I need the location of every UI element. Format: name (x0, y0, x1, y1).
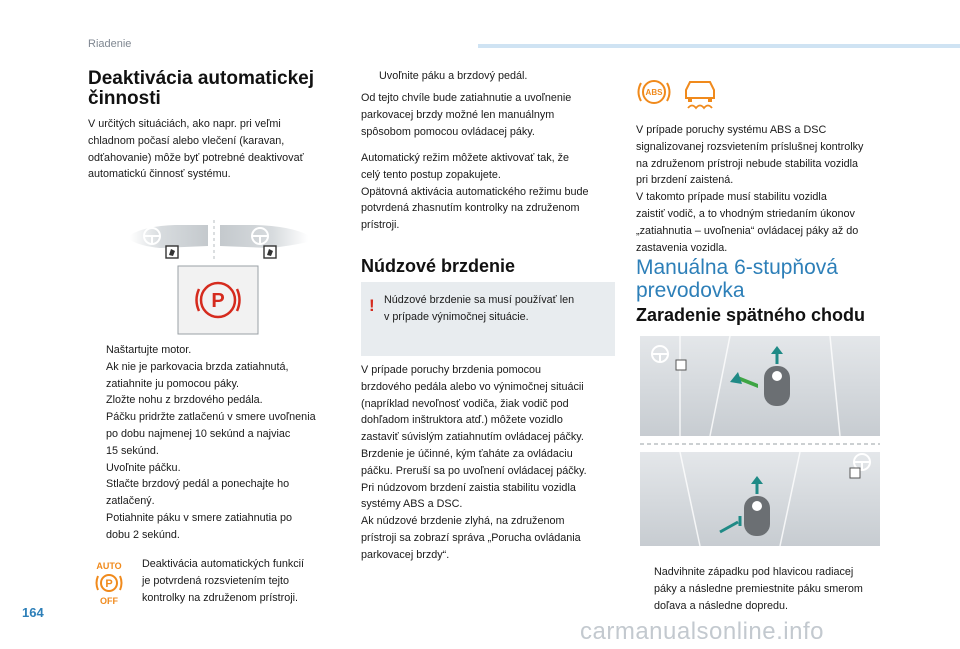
reactivation-text: Automatický režim môžete aktivovať tak, že celý tento postup zopakujete. Opätovná aktivácia automatického režimu bude potvrdená zhasnutím kontrolky na združenom prístroji. (361, 152, 589, 232)
heading-line: Deaktivácia automatickej (88, 68, 315, 89)
manual-gearbox-heading: Manuálna 6-stupňová prevodovka (636, 256, 838, 302)
list-item: Stlačte brzdový pedál a ponechajte ho zatlačený. (106, 478, 290, 508)
gear-knob-icon (744, 496, 770, 536)
manual-mode-text: Od tejto chvíle bude zatiahnutie a uvoľnenie parkovacej brzdy možné len manuálnym spôsobom pomocou ovládacej páky. (361, 92, 572, 138)
deactivation-heading (88, 69, 314, 109)
section-title: Riadenie (88, 38, 132, 50)
abs-failure-text: V prípade poruchy systému ABS a DSC signalizovanej rozsvietením príslušnej kontrolky na združenom prístroji nebude stabilita vozidla pri brzdení zaistená. V takomto prípade musí stabilitu vozidla zaistiť vodič, a to vhodným striedaním úkonov „zatiahnutia – uvoľnenia“ ovládacej páky až do zastavenia vozidla. (636, 124, 864, 254)
heading-line: činnosti (88, 88, 161, 109)
svg-text:P: P (211, 290, 225, 312)
svg-text:AUTO: AUTO (96, 561, 122, 571)
svg-text:P: P (105, 578, 113, 590)
list-item: Naštartujte motor. (106, 344, 192, 356)
header-bar (478, 44, 960, 48)
abs-warning-icon (639, 81, 670, 103)
auto-off-note: Deaktivácia automatických funkcií je potvrdená rozsvietením tejto kontrolky na združenom prístroji. (142, 558, 305, 604)
list-item: Potiahnite páku v smere zatiahnutia po dobu 2 sekúnd. (106, 511, 293, 541)
gear-lever-illustration (640, 336, 880, 546)
reverse-step (636, 564, 863, 614)
page-number: 164 (22, 605, 44, 620)
svg-text:OFF: OFF (100, 596, 118, 606)
steering-wheel-illustration (130, 220, 310, 340)
stability-control-icon (686, 82, 714, 108)
watermark: carmanualsonline.info (580, 618, 824, 645)
svg-text:ABS: ABS (645, 88, 663, 97)
warning-icon: ! (369, 296, 375, 315)
warning-lamps (636, 72, 736, 112)
warning-text: Núdzové brzdenie sa musí používať len v prípade výnimočnej situácie. (384, 294, 575, 323)
list-item: Uvoľnite páčku. (106, 461, 181, 474)
gear-knob-icon (764, 366, 790, 406)
warning-box (361, 282, 615, 356)
list-item: Uvoľnite páku a brzdový pedál. (379, 70, 528, 82)
deactivation-steps (88, 342, 316, 544)
list-item: Nadvihnite západku pod hlavicou radiacej páky a následne premiestnite páku smerom doľava a následne dopredu. (654, 566, 863, 612)
deactivation-intro: V určitých situáciách, ako napr. pri veľmi chladnom počasí alebo vlečení (karavan, odťahovanie) môže byť potrebné deaktivovať automatickú činnosť systému. (88, 118, 304, 181)
auto-p-off-icon (94, 560, 124, 606)
list-item: Páčku pridržte zatlačenú v smere uvoľnenia po dobu najmenej 10 sekúnd a najviac 15 sekúnd. (106, 411, 316, 457)
reverse-gear-heading: Zaradenie spätného chodu (636, 305, 866, 325)
list-item: Ak nie je parkovacia brzda zatiahnutá, zatiahnite ju pomocou páky. (106, 360, 289, 390)
release-step (361, 68, 527, 85)
emergency-braking-heading: Núdzové brzdenie (361, 256, 516, 276)
list-item: Zložte nohu z brzdového pedála. (106, 394, 263, 407)
emergency-braking-text: V prípade poruchy brzdenia pomocou brzdového pedála alebo vo výnimočnej situácii (napríklad nevoľnosť vodiča, žiak vodič pod dohľadom inštruktora atď.) môžete vozidlo zastaviť súvislým zatiahnutím ovládacej páčky. Brzdenie je účinné, kým ťaháte za ovládaciu páčku. Preruší sa po uvoľnení ovládacej páčky. Pri núdzovom brzdení zaistia stabilitu vozidla systémy ABS a DSC. Ak núdzové brzdenie zlyhá, na združenom prístroji sa zobrazí správa „Porucha ovládania parkovacej brzdy“. (361, 364, 587, 561)
